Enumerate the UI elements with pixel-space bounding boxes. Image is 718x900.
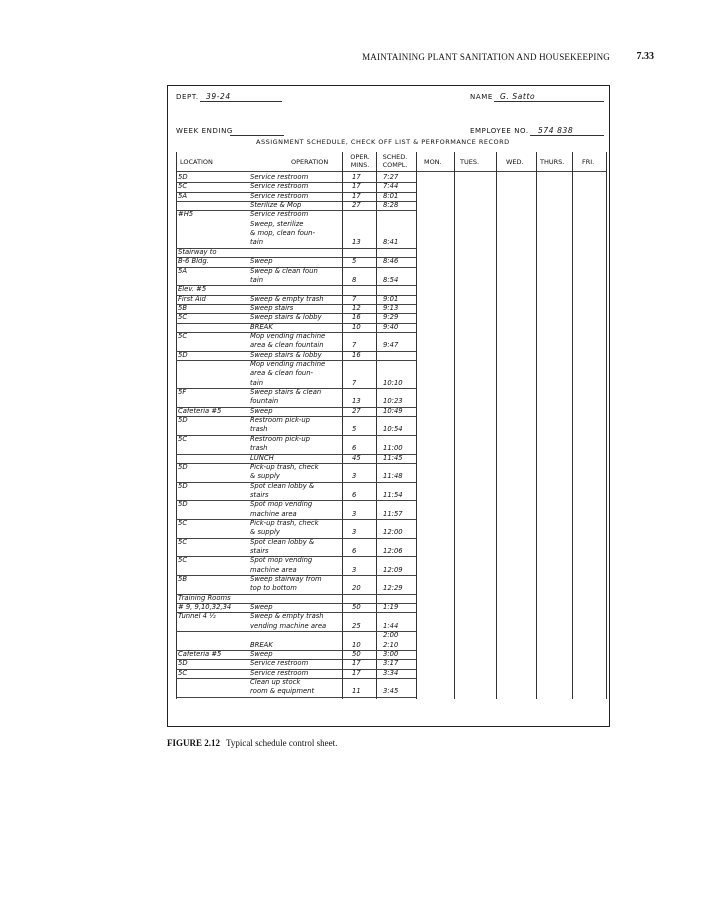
sched-compl-cell: 2:00 bbox=[383, 631, 399, 640]
dept-underline bbox=[200, 101, 282, 102]
oper-mins-cell: 45 bbox=[352, 453, 361, 462]
sched-compl-cell: 10:23 bbox=[383, 397, 403, 406]
operation-cell: Sweep & empty trash bbox=[250, 612, 324, 621]
column-divider bbox=[572, 152, 573, 699]
operation-cell: fountain bbox=[250, 397, 279, 406]
sched-compl-cell: 9:47 bbox=[383, 341, 399, 350]
figure-caption bbox=[167, 738, 337, 748]
location-cell: 5C bbox=[178, 668, 188, 677]
operation-cell: Sterilize & Mop bbox=[250, 201, 302, 210]
sched-compl-cell: 8:54 bbox=[383, 275, 399, 284]
col-fri: FRI. bbox=[582, 158, 595, 166]
oper-mins-cell: 5 bbox=[352, 425, 357, 434]
operation-cell: room & equipment bbox=[250, 687, 315, 696]
col-thurs: THURS. bbox=[540, 158, 565, 166]
operation-cell: Sweep, sterilize bbox=[250, 219, 304, 228]
oper-mins-cell: 17 bbox=[352, 191, 361, 200]
sched-compl-cell: 10:10 bbox=[383, 378, 403, 387]
figure-label: FIGURE 2.12 bbox=[167, 738, 221, 748]
location-cell: 5A bbox=[178, 191, 187, 200]
location-cell: 5C bbox=[178, 556, 188, 565]
column-divider bbox=[416, 152, 417, 699]
operation-cell: tain bbox=[250, 275, 264, 284]
sched-compl-cell: 12:00 bbox=[383, 528, 403, 537]
dept-value: 39-24 bbox=[206, 92, 231, 101]
operation-cell: Sweep & empty trash bbox=[250, 294, 324, 303]
location-cell: 5B bbox=[178, 303, 187, 312]
row-rule bbox=[176, 285, 416, 286]
location-cell: 5D bbox=[178, 500, 188, 509]
oper-mins-cell: 12 bbox=[352, 303, 361, 312]
operation-cell: Sweep bbox=[250, 406, 273, 415]
dept-label: DEPT. bbox=[176, 93, 199, 101]
oper-mins-cell: 3 bbox=[352, 528, 357, 537]
col-location: LOCATION bbox=[180, 158, 213, 166]
oper-mins-cell: 7 bbox=[352, 294, 357, 303]
operation-cell: machine area bbox=[250, 565, 297, 574]
operation-cell: tain bbox=[250, 378, 264, 387]
oper-mins-cell: 3 bbox=[352, 565, 357, 574]
oper-mins-cell: 27 bbox=[352, 406, 361, 415]
location-cell: 5C bbox=[178, 537, 188, 546]
oper-mins-cell: 5 bbox=[352, 257, 357, 266]
operation-cell: area & clean fountain bbox=[250, 341, 324, 350]
sched-compl-cell: 2:10 bbox=[383, 640, 399, 649]
location-cell: 5C bbox=[178, 182, 188, 191]
sched-compl-cell: 1:19 bbox=[383, 603, 399, 612]
oper-mins-cell: 13 bbox=[352, 397, 361, 406]
operation-cell: LUNCH bbox=[250, 453, 274, 462]
oper-mins-cell: 50 bbox=[352, 603, 361, 612]
oper-mins-cell: 16 bbox=[352, 350, 361, 359]
sched-compl-cell: 8:41 bbox=[383, 238, 399, 247]
oper-mins-cell: 20 bbox=[352, 584, 361, 593]
location-cell: 5D bbox=[178, 416, 188, 425]
operation-cell: Service restroom bbox=[250, 210, 309, 219]
operation-cell: stairs bbox=[250, 547, 269, 555]
operation-cell: Service restroom bbox=[250, 659, 309, 668]
oper-mins-cell: 6 bbox=[352, 444, 357, 453]
sched-compl-cell: 3:00 bbox=[383, 649, 399, 658]
sched-compl-cell: 3:17 bbox=[383, 659, 399, 668]
sched-compl-cell: 9:29 bbox=[383, 313, 399, 322]
oper-mins-cell: 50 bbox=[352, 649, 361, 658]
operation-cell: Sweep & clean foun bbox=[250, 266, 318, 275]
operation-cell: Clean up stock bbox=[250, 677, 301, 686]
employee-no-label: EMPLOYEE NO. bbox=[470, 127, 529, 135]
operation-cell: trash bbox=[250, 425, 268, 434]
location-cell: 5B bbox=[178, 575, 187, 584]
row-rule bbox=[176, 454, 416, 455]
oper-mins-cell: 6 bbox=[352, 547, 357, 555]
operation-cell: Spot mop vending bbox=[250, 500, 313, 509]
name-value: G. Satto bbox=[500, 92, 536, 101]
sched-compl-cell: 9:01 bbox=[383, 294, 399, 303]
col-tues: TUES. bbox=[460, 158, 480, 166]
operation-cell: Sweep stairs & clean bbox=[250, 388, 322, 397]
oper-mins-cell: 27 bbox=[352, 201, 361, 210]
sched-compl-cell: 9:13 bbox=[383, 303, 399, 312]
operation-cell: & mop, clean foun- bbox=[250, 229, 315, 238]
oper-mins-cell: 3 bbox=[352, 472, 357, 481]
sched-compl-cell: 8:28 bbox=[383, 201, 399, 210]
operation-cell: BREAK bbox=[250, 640, 273, 649]
operation-cell: Service restroom bbox=[250, 668, 309, 677]
operation-cell: Restroom pick-up bbox=[250, 416, 310, 425]
location-cell: #H5 bbox=[178, 210, 194, 219]
operation-cell: Spot mop vending bbox=[250, 556, 313, 565]
location-cell: 5C bbox=[178, 331, 188, 340]
oper-mins-cell: 13 bbox=[352, 238, 361, 247]
form-title: ASSIGNMENT SCHEDULE, CHECK OFF LIST & PERFORMANCE RECORD bbox=[256, 138, 510, 146]
col-oper-mins: OPER. MINS. bbox=[350, 153, 370, 169]
sched-compl-cell: 3:45 bbox=[383, 687, 399, 696]
location-cell: 5A bbox=[178, 266, 187, 275]
col-sched-compl: SCHED. COMPL. bbox=[382, 153, 408, 169]
col-mon: MON. bbox=[424, 158, 442, 166]
figure-text: Typical schedule control sheet. bbox=[226, 738, 338, 748]
location-cell: Training Rooms bbox=[178, 593, 231, 602]
sched-compl-cell: 1:44 bbox=[383, 621, 399, 630]
column-divider bbox=[176, 152, 177, 699]
page-number: 7.33 bbox=[636, 51, 654, 62]
operation-cell: Pick-up trash, check bbox=[250, 462, 319, 471]
name-underline bbox=[494, 101, 604, 102]
sched-compl-cell: 11:00 bbox=[383, 444, 403, 453]
sched-compl-cell: 11:54 bbox=[383, 490, 403, 499]
location-cell: 5D bbox=[178, 173, 188, 181]
oper-mins-cell: 11 bbox=[352, 687, 361, 696]
operation-cell: Sweep bbox=[250, 257, 273, 266]
operation-cell: Sweep bbox=[250, 649, 273, 658]
operation-cell: Restroom pick-up bbox=[250, 434, 310, 443]
column-divider bbox=[454, 152, 455, 699]
sched-compl-cell: 8:46 bbox=[383, 257, 399, 266]
sched-compl-cell: 10:54 bbox=[383, 425, 403, 434]
oper-mins-cell: 25 bbox=[352, 621, 361, 630]
location-cell: Elev. #5 bbox=[178, 285, 207, 294]
operation-cell: Sweep bbox=[250, 603, 273, 612]
operation-cell: machine area bbox=[250, 509, 297, 518]
sched-compl-cell: 11:57 bbox=[383, 509, 403, 518]
column-divider bbox=[496, 152, 497, 699]
row-rule bbox=[176, 697, 416, 698]
operation-cell: Spot clean lobby & bbox=[250, 537, 315, 546]
row-rule bbox=[176, 631, 416, 632]
sched-compl-cell: 11:45 bbox=[383, 453, 403, 462]
column-divider bbox=[536, 152, 537, 699]
oper-mins-cell: 17 bbox=[352, 182, 361, 191]
sched-compl-cell: 9:40 bbox=[383, 322, 399, 331]
location-cell: Cafeteria #5 bbox=[178, 649, 222, 658]
location-cell: 5C bbox=[178, 313, 188, 322]
location-cell: # 9, 9,10,32,34 bbox=[178, 603, 232, 612]
oper-mins-cell: 8 bbox=[352, 275, 357, 284]
operation-cell: Mop vending machine bbox=[250, 331, 326, 340]
sched-compl-cell: 8:01 bbox=[383, 191, 399, 200]
sched-compl-cell: 12:06 bbox=[383, 547, 403, 555]
operation-cell: top to bottom bbox=[250, 584, 297, 593]
location-cell: Cafeteria #5 bbox=[178, 406, 222, 415]
location-cell: First Aid bbox=[178, 294, 206, 303]
location-cell: 5F bbox=[178, 388, 187, 397]
operation-cell: tain bbox=[250, 238, 264, 247]
operation-cell: BREAK bbox=[250, 322, 273, 331]
row-rule bbox=[176, 257, 416, 258]
location-cell: 5C bbox=[178, 518, 188, 527]
sched-compl-cell: 7:27 bbox=[383, 173, 399, 181]
column-divider bbox=[606, 152, 607, 699]
operation-cell: Sweep stairs & lobby bbox=[250, 313, 322, 322]
oper-mins-cell: 7 bbox=[352, 341, 357, 350]
column-divider bbox=[376, 152, 377, 699]
operation-cell: Sweep stairs bbox=[250, 303, 294, 312]
operation-cell: Spot clean lobby & bbox=[250, 481, 315, 490]
week-ending-label: WEEK ENDING bbox=[176, 127, 233, 135]
schedule-form bbox=[167, 85, 610, 727]
oper-mins-cell: 16 bbox=[352, 313, 361, 322]
week-ending-underline bbox=[230, 135, 284, 136]
operation-cell: Service restroom bbox=[250, 182, 309, 191]
operation-cell: & supply bbox=[250, 528, 280, 537]
oper-mins-cell: 10 bbox=[352, 322, 361, 331]
row-rule bbox=[176, 323, 416, 324]
sched-compl-cell: 3:34 bbox=[383, 668, 399, 677]
oper-mins-cell: 17 bbox=[352, 668, 361, 677]
name-label: NAME bbox=[470, 93, 493, 101]
operation-cell: vending machine area bbox=[250, 621, 327, 630]
location-cell: B-6 Bldg. bbox=[178, 257, 209, 266]
sched-compl-cell: 12:09 bbox=[383, 565, 403, 574]
running-head-title: MAINTAINING PLANT SANITATION AND HOUSEKEEPING bbox=[362, 52, 610, 62]
oper-mins-cell: 6 bbox=[352, 490, 357, 499]
operation-cell: stairs bbox=[250, 490, 269, 499]
sched-compl-cell: 11:48 bbox=[383, 472, 403, 481]
employee-no-value: 574 838 bbox=[538, 126, 574, 135]
sched-compl-cell: 7:44 bbox=[383, 182, 399, 191]
operation-cell: trash bbox=[250, 444, 268, 453]
location-cell: 5D bbox=[178, 481, 188, 490]
operation-cell: Service restroom bbox=[250, 191, 309, 200]
column-divider bbox=[342, 152, 343, 699]
location-cell: 5D bbox=[178, 659, 188, 668]
operation-cell: area & clean foun- bbox=[250, 369, 313, 378]
oper-mins-cell: 3 bbox=[352, 509, 357, 518]
operation-cell: & supply bbox=[250, 472, 280, 481]
sched-compl-cell: 10:49 bbox=[383, 406, 403, 415]
running-head bbox=[0, 52, 718, 68]
location-cell: Tunnel 4 ½ bbox=[178, 612, 216, 621]
location-cell: Stairway to bbox=[178, 247, 217, 256]
employee-no-underline bbox=[530, 135, 604, 136]
oper-mins-cell: 7 bbox=[352, 378, 357, 387]
location-cell: 5C bbox=[178, 434, 188, 443]
operation-cell: Sweep stairs & lobby bbox=[250, 350, 322, 359]
location-cell: 5D bbox=[178, 350, 188, 359]
operation-cell: Sweep stairway from bbox=[250, 575, 322, 584]
operation-cell: Mop vending machine bbox=[250, 360, 326, 368]
location-cell: 5D bbox=[178, 462, 188, 471]
col-wed: WED. bbox=[506, 158, 524, 166]
operation-cell: Service restroom bbox=[250, 173, 309, 181]
operation-cell: Pick-up trash, check bbox=[250, 518, 319, 527]
oper-mins-cell: 17 bbox=[352, 173, 361, 181]
row-rule bbox=[176, 304, 416, 305]
oper-mins-cell: 17 bbox=[352, 659, 361, 668]
oper-mins-cell: 10 bbox=[352, 640, 361, 649]
col-operation: OPERATION bbox=[291, 158, 329, 166]
header-rule bbox=[176, 171, 606, 172]
sched-compl-cell: 12:29 bbox=[383, 584, 403, 593]
